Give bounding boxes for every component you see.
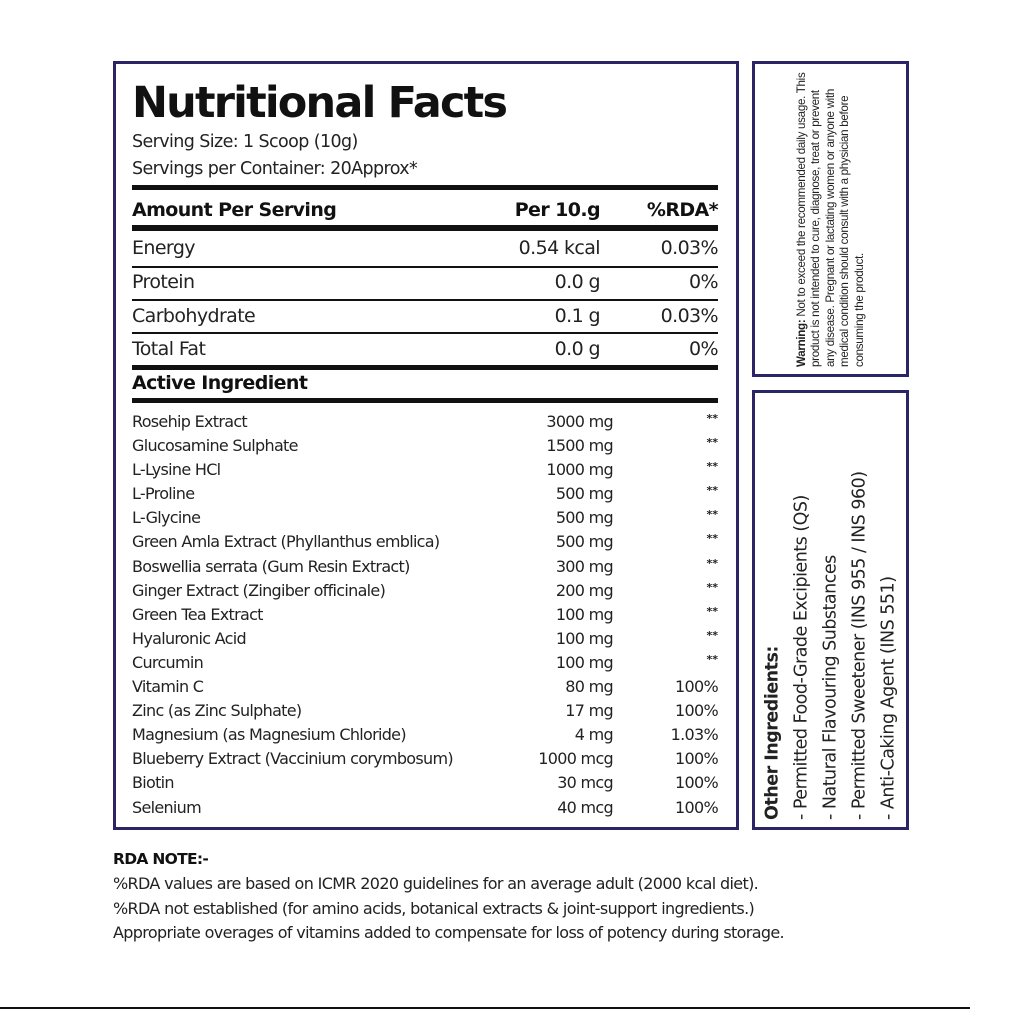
ingredient-amount: 80 mg [565, 677, 613, 697]
rda-note [113, 848, 933, 946]
nutrient-row [132, 300, 718, 333]
ingredient-row [132, 627, 718, 651]
ingredient-name: L-Glycine [132, 508, 201, 528]
ingredient-rda: ** [706, 508, 718, 522]
ingredient-amount: 4 mg [574, 725, 613, 745]
other-ingredient-item: - Anti-Caking Agent (INS 551) [878, 576, 898, 820]
ingredient-rda: ** [706, 532, 718, 546]
ingredient-row [132, 506, 718, 530]
thick-divider [132, 365, 718, 370]
ingredient-name: Zinc (as Zinc Sulphate) [132, 701, 302, 721]
ingredient-name: Glucosamine Sulphate [132, 436, 298, 456]
nutrient-rda: 0% [689, 271, 718, 293]
ingredient-name: Biotin [132, 773, 174, 793]
serving-size: Serving Size: 1 Scoop (10g) [132, 132, 358, 152]
rda-note-line: %RDA values are based on ICMR 2020 guidelines for an average adult (2000 kcal diet). [113, 874, 759, 893]
nutrition-facts-panel [113, 61, 739, 830]
ingredient-row [132, 723, 718, 747]
nutrient-amount: 0.0 g [554, 271, 600, 293]
ingredient-name: Hyaluronic Acid [132, 628, 246, 648]
active-ingredient-list [132, 410, 718, 820]
ingredient-name: Vitamin C [132, 677, 204, 697]
nutrient-name: Protein [132, 271, 195, 293]
header-rda: %RDA* [646, 199, 718, 221]
ingredient-amount: 300 mg [555, 556, 613, 576]
ingredient-amount: 30 mcg [557, 773, 613, 793]
ingredient-rda: ** [706, 412, 718, 425]
ingredient-row [132, 771, 718, 795]
ingredient-rda: 100% [675, 797, 718, 817]
active-ingredient-heading: Active Ingredient [132, 372, 308, 394]
nutrient-name: Total Fat [132, 338, 206, 360]
ingredient-name: L-Lysine HCl [132, 460, 221, 480]
thick-divider [132, 225, 718, 231]
other-ingredients-heading: Other Ingredients: [762, 646, 782, 820]
nutrient-row [132, 232, 718, 265]
nutrient-amount: 0.54 kcal [518, 237, 600, 259]
ingredient-name: Rosehip Extract [132, 412, 248, 431]
ingredient-rda: ** [706, 436, 718, 450]
header-per-10g: Per 10.g [514, 199, 600, 221]
ingredient-row [132, 579, 718, 603]
ingredient-row [132, 603, 718, 627]
ingredient-rda: ** [706, 484, 718, 498]
other-ingredient-item: - Permitted Sweetener (INS 955 / INS 960) [849, 471, 869, 820]
servings-per-container: Servings per Container: 20Approx* [132, 159, 418, 179]
ingredient-row [132, 434, 718, 458]
ingredient-name: Ginger Extract (Zingiber officinale) [132, 580, 386, 600]
rda-note-line: Appropriate overages of vitamins added to compensate for loss of potency during storage. [113, 923, 784, 942]
ingredient-amount: 3000 mg [546, 412, 613, 431]
ingredient-amount: 500 mg [555, 532, 613, 552]
warning-body: Not to exceed the recommended daily usage. This product is not intended to cure, diagnose, treat or prevent any disease. Pregnant or lactating women or anyone with medical condition should consult with a physician before consuming the product. [794, 72, 866, 367]
ingredient-amount: 100 mg [555, 652, 613, 672]
ingredient-name: Blueberry Extract (Vaccinium corymbosum) [132, 749, 453, 769]
thick-divider [132, 398, 718, 403]
ingredient-row [132, 530, 718, 554]
ingredient-row [132, 410, 718, 434]
ingredient-amount: 100 mg [555, 604, 613, 624]
ingredient-row [132, 796, 718, 820]
ingredient-row [132, 699, 718, 723]
ingredient-rda: 100% [675, 749, 718, 769]
ingredient-rda: 100% [675, 677, 718, 697]
ingredient-rda: 1.03% [670, 725, 718, 745]
nutrient-amount: 0.0 g [554, 338, 600, 360]
nutrient-row [132, 266, 718, 299]
ingredient-amount: 1000 mcg [538, 749, 613, 769]
other-ingredients-text [758, 400, 903, 820]
warning-label: Warning: [794, 319, 808, 367]
ingredient-name: Curcumin [132, 652, 204, 672]
ingredient-rda: ** [706, 628, 718, 642]
ingredient-rda: 100% [675, 773, 718, 793]
nutrient-name: Energy [132, 237, 195, 259]
other-ingredients-panel [752, 390, 909, 830]
nutrient-name: Carbohydrate [132, 305, 256, 327]
warning-text [794, 71, 866, 367]
ingredient-rda: ** [706, 580, 718, 594]
other-ingredient-item: - Natural Flavouring Substances [820, 555, 840, 820]
thick-divider [132, 185, 718, 190]
ingredient-amount: 500 mg [555, 484, 613, 504]
ingredient-name: Green Tea Extract [132, 604, 263, 624]
ingredient-row [132, 675, 718, 699]
ingredient-rda: ** [706, 604, 718, 618]
ingredient-row [132, 555, 718, 579]
nutrient-rda: 0.03% [660, 305, 718, 327]
nutrient-row [132, 333, 718, 366]
rda-note-line: %RDA not established (for amino acids, botanical extracts & joint-support ingredients.) [113, 898, 755, 918]
ingredient-row [132, 747, 718, 771]
ingredient-amount: 17 mg [565, 701, 613, 721]
ingredient-name: Green Amla Extract (Phyllanthus emblica) [132, 532, 440, 552]
ingredient-name: Selenium [132, 797, 202, 817]
ingredient-amount: 200 mg [555, 580, 613, 600]
ingredient-amount: 1500 mg [546, 436, 613, 456]
ingredient-row [132, 651, 718, 675]
bottom-divider [0, 1007, 970, 1009]
ingredient-rda: ** [706, 652, 718, 666]
nutrient-rda: 0% [689, 338, 718, 360]
ingredient-rda: ** [706, 460, 718, 474]
rda-note-heading: RDA NOTE:- [113, 850, 209, 868]
ingredient-name: Boswellia serrata (Gum Resin Extract) [132, 556, 410, 576]
ingredient-row [132, 482, 718, 506]
ingredient-amount: 500 mg [555, 508, 613, 528]
warning-panel [752, 61, 909, 377]
ingredient-name: Magnesium (as Magnesium Chloride) [132, 725, 406, 745]
header-amount-per-serving: Amount Per Serving [132, 199, 337, 221]
ingredient-rda: ** [706, 556, 718, 570]
nutrient-rda: 0.03% [660, 237, 718, 259]
other-ingredient-item: - Permitted Food-Grade Excipients (QS) [791, 495, 811, 820]
nutrition-title: Nutritional Facts [132, 78, 507, 128]
ingredient-rda: 100% [675, 701, 718, 721]
ingredient-amount: 1000 mg [546, 460, 613, 480]
ingredient-name: L-Proline [132, 484, 195, 504]
ingredient-amount: 40 mcg [557, 797, 613, 817]
ingredient-amount: 100 mg [555, 628, 613, 648]
ingredient-row [132, 458, 718, 482]
nutrient-amount: 0.1 g [554, 305, 600, 327]
